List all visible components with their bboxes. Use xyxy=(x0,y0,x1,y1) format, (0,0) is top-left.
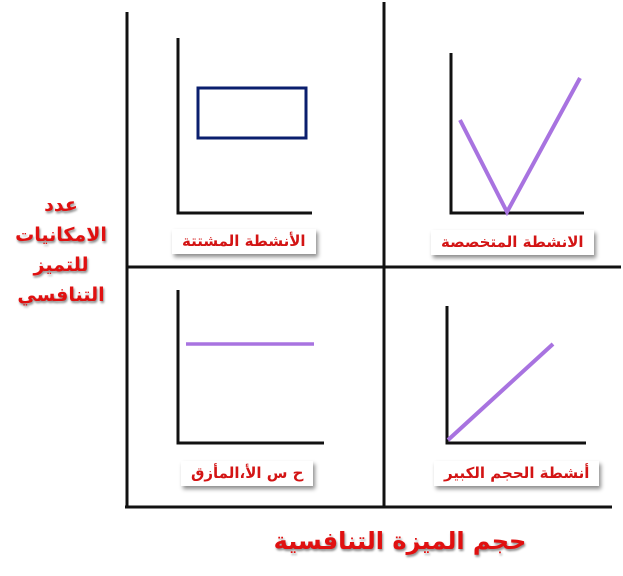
y-axis-title-line: التنافسي xyxy=(17,284,105,306)
mini-chart-axes xyxy=(178,290,324,443)
y-axis-title xyxy=(0,190,122,310)
x-axis-title: حجم الميزة التنافسية xyxy=(273,527,527,555)
specialized-v-curve xyxy=(460,78,580,212)
mini-chart-specialized xyxy=(451,53,584,213)
label-volume: أنشطة الحجم الكبير xyxy=(434,461,599,486)
label-stalemate: ح س الأ،المأزق xyxy=(181,461,313,486)
mini-chart-fragmented xyxy=(178,38,312,213)
mini-chart-stalemate xyxy=(178,290,324,443)
fragmented-rectangle xyxy=(198,88,306,138)
volume-rising-line xyxy=(448,344,553,440)
y-axis-title-line: عدد xyxy=(44,194,78,216)
label-fragmented: الأنشطة المشتتة xyxy=(172,229,316,254)
y-axis-title-line: للتميز xyxy=(33,254,89,276)
label-specialized: الانشطة المتخصصة xyxy=(431,230,594,255)
mini-chart-volume xyxy=(447,306,586,443)
y-axis-title-line: الامكانيات xyxy=(15,224,107,246)
